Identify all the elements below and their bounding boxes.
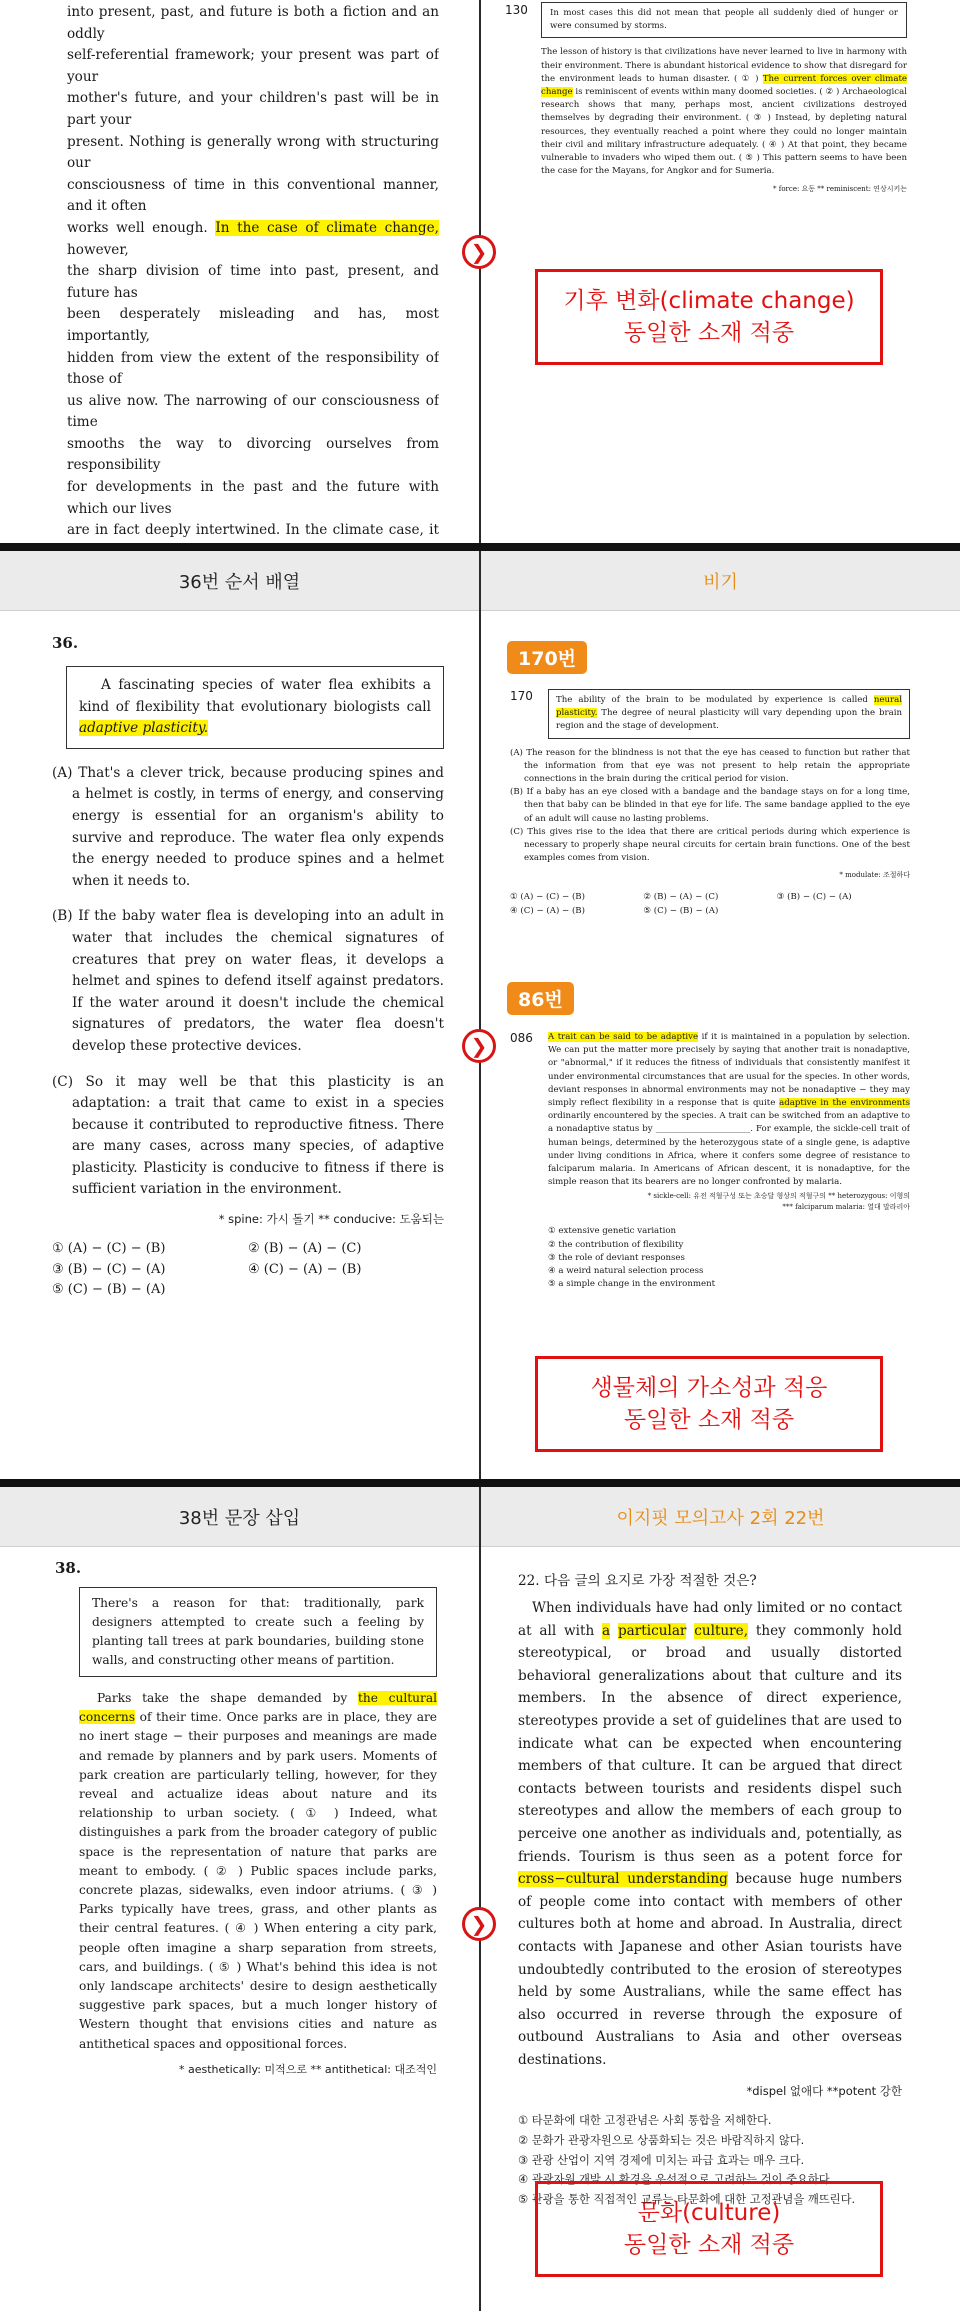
option[interactable]: ② 문화가 관광자원으로 상품화되는 것은 바람직하지 않다. (518, 2134, 805, 2148)
option[interactable]: ④ (C) − (A) − (B) (248, 1261, 362, 1277)
option[interactable]: ① (A) − (C) − (B) (510, 892, 585, 903)
option[interactable]: ① extensive genetic variation (548, 1226, 677, 1237)
option[interactable]: ③ 관광 산업이 지역 경제에 미치는 파급 효과는 매우 크다. (518, 2153, 805, 2167)
passage-text: Parks take the shape demanded by the cultural concerns of their time. Once parks are in place, they are no inert stage − their purposes and meanings are made and remade by planners and by park users. Moments of park creation are particularly telling, however, for they reveal and actualize ideas about nature and its relationship to urban society. ( ① ) Indeed, what distinguishes a park from the broader category of public space is the representation of nature that parks are meant to embody. ( ② ) Public spaces include parks, concrete plazas, sidewalks, even indoor atriums. ( ③ ) Parks typically have trees, grass, and other plants as their central features. ( ④ ) When entering a city park, people often imagine a sharp separation from streets, cars, and buildings. ( ⑤ ) What's behind this idea is not only landscape architects' desire to design aesthetically suggestive park spaces, but a much longer history of Western thought that envisions cities and nature as antithetical spaces and oppositional forces. (79, 1691, 437, 2051)
source-badge-170: 170번 (507, 641, 587, 674)
option[interactable]: ② the contribution of flexibility (548, 1239, 684, 1250)
paragraph-a: (A) That's a clever trick, because producing spines and a helmet is costly, in terms of energy, and conserving energy is essential for an organism's ability to survive and reproduce. The water flea only expends the energy needed to produce spines and a helmet when it needs to. (52, 764, 444, 889)
question-passage-climate (67, 2, 439, 543)
given-paragraph-box: A fascinating species of water flea exhibits a kind of flexibility that evolutionary biologists call adaptive plasticity. (66, 666, 444, 749)
source-text: The lesson of history is that civilizations have never learned to live in harmony with their environment. There is abundant historical evidence to show that disregard for the environment leads to human disaster. ( ① ) The current forces over climate change is reminiscent of events within many doomed societies. ( ② ) Archaeological research shows that many, perhaps most, ancient civilizations destroyed themselves by degrading their environment. ( ③ ) Instead, by depleting natural resources, they eventually reached a point where they could no longer maintain their civil and military infrastructure adequately. ( ④ ) At that point, they became vulnerable to invaders who wiped them out. ( ⑤ ) This pattern seems to have been the case for the Mayans, for Angkor and for Sumeria. (541, 47, 907, 177)
source-number: 130 (505, 3, 528, 17)
source-number: 086 (510, 1031, 533, 1045)
highlight: neural plasticity. (556, 695, 902, 719)
option[interactable]: ① 타문화에 대한 고정관념은 사회 통합을 저해한다. (518, 2114, 772, 2128)
section-culture (0, 1487, 960, 2311)
option[interactable]: ④ a weird natural selection process (548, 1266, 704, 1277)
source-passage-170 (510, 689, 910, 918)
question-prompt: 22. 다음 글의 요지로 가장 적절한 것은? (518, 1573, 757, 1589)
highlight: culture, (694, 1622, 749, 1639)
option[interactable]: ③ (B) − (C) − (A) (776, 892, 852, 903)
footnote: * force: 요동 ** reminiscent: 연상시키는 (773, 185, 907, 194)
footnote: * sickle-cell: 유전 적혈구성 또는 초승달 형상의 적혈구의 ** heterozygous: 이형의 (647, 1192, 910, 1201)
option[interactable]: ② (B) − (A) − (C) (248, 1241, 362, 1257)
footnote: * spine: 가시 돌기 ** conducive: 도움되는 (218, 1212, 444, 1227)
source-passage-086 (510, 1031, 910, 1291)
passage-text: When individuals have had only limited or no contact at all with a particular culture, they commonly hold stereotypical, or broad and usually distorted behavioral generalizations about that culture and its members. In the absence of direct experience, stereotypes provide a set of guidelines that are used to indicate what can be expected when encountering members of that culture. It can be argued that direct contacts between tourists and residents dispel such stereotypes and allow the members of each group to perceive one another as individuals and, potentially, as friends. Tourism is thus seen as a potent force for cross−cultural understanding because huge numbers of people come into contact with members of other cultures both at home and abroad. In Australia, direct contacts with Japanese and other Asian tourists have undoubtedly contributed to the erosion of stereotypes held by some Australians, while the same effect has also occurred in reverse through the exposure of outbound Australians to Asia and other overseas destinations. (518, 1600, 902, 2068)
option[interactable]: ⑤ (C) − (B) − (A) (643, 905, 719, 916)
answer-options (52, 1239, 444, 1301)
header-question-type: 38번 문장 삽입 (0, 1487, 479, 1547)
highlight: In the case of climate change, (215, 219, 439, 236)
footnote: * modulate: 조절하다 (839, 871, 910, 880)
footnote: *dispel 없애다 **potent 강한 (746, 2084, 902, 2099)
option[interactable]: ⑤ (C) − (B) − (A) (52, 1282, 166, 1298)
option[interactable]: ⑤ 관광을 통한 직접적인 교류는 타문화에 대한 고정관념을 깨뜨린다. (518, 2192, 856, 2206)
given-paragraph-box: The ability of the brain to be modulated by experience is called neural plasticity. The degree of neural plasticity will vary depending upon the brain region and the stage of development. (548, 689, 910, 739)
option[interactable]: ② (B) − (A) − (C) (643, 892, 719, 903)
paragraph-b: (B) If a baby has an eye closed with a bandage and the bandage stays on for a long time, then that baby can be blinded in that eye for life. The same bandage applied to the eye of an adult will cause no lasting problems. (510, 787, 910, 824)
arrow-right-icon: ❯ (462, 1907, 496, 1941)
column-divider (479, 1487, 481, 2311)
highlight: The current forces over climate change (541, 73, 907, 98)
paragraph-b: (B) If the baby water flea is developing into an adult in water that includes the chemical signatures of creatures that prey on water fleas, it develops a helmet and spines to defend itself against predators. If the water around it doesn't include the chemical signatures of predators, the water flea doesn't develop these protective devices. (52, 908, 444, 1054)
highlight: adaptive in the environments (779, 1098, 910, 1109)
source-badge-86: 86번 (507, 982, 574, 1015)
highlight: cross−cultural understanding (518, 1871, 728, 1888)
highlight: adaptive plasticity. (79, 720, 209, 737)
source-passage-130 (505, 2, 907, 195)
source-text: A trait can be said to be adaptive if it is maintained in a population by selection. We can put the matter more precisely by saying that another trait is nonadaptive, or "abnormal," if it reduces the fitness of individuals that consistently manifest it under environmental circumstances that are usual for the species. In other words, deviant responses in abnormal environments may not be nonadaptive − they may simply reflect flexibility in a response that is quite adaptive in the environments ordinarily encountered by the species. A trait can be switched from an adaptive to a nonadaptive status by ______________________. For example, the sickle-cell trait of human beings, determined by the heterozygous state of a single gene, is adaptive under living conditions in Africa, where it confers some degree of resistance to falciparum malaria. In Americans of African descent, it is nonadaptive, for the simple reason that its bearers are no longer confronted by malaria. * sickle-cell: 유전 적혈구성 또는 초승달 형상의 적혈구의 ** heterozygous: 이형의 *** falciparum malaria: 열대 말라리아 (548, 1032, 910, 1212)
option[interactable]: ④ 관광자원 개발 시 환경을 우선적으로 고려하는 것이 중요하다. (518, 2173, 834, 2187)
match-note-plasticity: 생물체의 가소성과 적응 동일한 소재 적중 (535, 1356, 883, 1452)
question-number: 38. (55, 1559, 82, 1577)
highlight: the cultural concerns (79, 1691, 437, 1725)
section-plasticity (0, 551, 960, 1479)
header-source: 이지핏 모의고사 2회 22번 (481, 1487, 960, 1547)
answer-options (548, 1225, 910, 1291)
option[interactable]: ③ (B) − (C) − (A) (52, 1261, 166, 1277)
highlight: a (602, 1622, 611, 1639)
question-36 (52, 634, 444, 1301)
insert-sentence-box: There's a reason for that: traditionally, park designers attempted to create such a feeling by planting tall trees at park boundaries, building stone walls, and constructing other means of partition. (79, 1587, 437, 1677)
highlight: particular (617, 1622, 687, 1639)
source-number: 170 (510, 689, 533, 703)
column-divider (479, 551, 481, 1479)
footnote: *** falciparum malaria: 열대 말라리아 (782, 1203, 910, 1212)
option[interactable]: ④ (C) − (A) − (B) (510, 905, 585, 916)
insert-sentence-box: In most cases this did not mean that people all suddenly died of hunger or were consumed by storms. (541, 2, 907, 38)
question-number: 36. (52, 634, 79, 652)
answer-options (510, 891, 910, 917)
paragraph-c: (C) So it may well be that this plasticity is an adaptation: a trait that came to exist in a species because it contributed to reproductive fitness. There are many cases, across many species, of adaptive plasticity. Plasticity is conducive to fitness if there is sufficient variation in the environment. (52, 1073, 444, 1198)
section-climate (0, 0, 960, 543)
option[interactable]: ① (A) − (C) − (B) (52, 1241, 166, 1257)
passage-text: into present, past, and future is both a fiction and an oddly self-referential framework; your present was part of your mother's future, and your children's past will be in part your present. Nothing is generally wrong with structuring our consciousness of time in this conventional manner, and it often works well enough. In the case of climate change, however, the sharp division of time into past, present, and future has been desperately misleading and has, most importantly, hidden from view the extent of the responsibility of those of us alive now. The narrowing of our consciousness of time smooths the way to divorcing ourselves from responsibility for developments in the past and the future with which our lives are in fact deeply intertwined. In the climate case, it (67, 4, 439, 539)
paragraph-c: (C) This gives rise to the idea that there are critical periods during which experience is necessary to properly shape neural circuits for certain brain functions. One of the best examples comes from vision. (510, 826, 910, 864)
option[interactable]: ⑤ a simple change in the environment (548, 1279, 716, 1290)
question-38 (55, 1559, 437, 2080)
arrow-right-icon: ❯ (462, 1029, 496, 1063)
header-source: 비기 (481, 551, 960, 611)
source-passage-22 (518, 1569, 902, 2209)
match-note-climate: 기후 변화(climate change) 동일한 소재 적중 (535, 269, 883, 365)
header-question-type: 36번 순서 배열 (0, 551, 479, 611)
paragraph-a: (A) The reason for the blindness is not that the eye has ceased to function but rather that the information from that eye was not present to help retain the appropriate connections in the brain during the critical period for vision. (510, 747, 910, 785)
option[interactable]: ③ the role of deviant responses (548, 1252, 685, 1263)
column-divider (479, 0, 481, 543)
match-note-culture: 문화(culture) 동일한 소재 적중 (535, 2181, 883, 2277)
highlight: A trait can be said to be adaptive (548, 1032, 699, 1042)
arrow-right-icon: ❯ (462, 235, 496, 269)
question-number: 22. (518, 1573, 540, 1589)
footnote: * aesthetically: 미적으로 ** antithetical: 대조적인 (178, 2062, 437, 2076)
